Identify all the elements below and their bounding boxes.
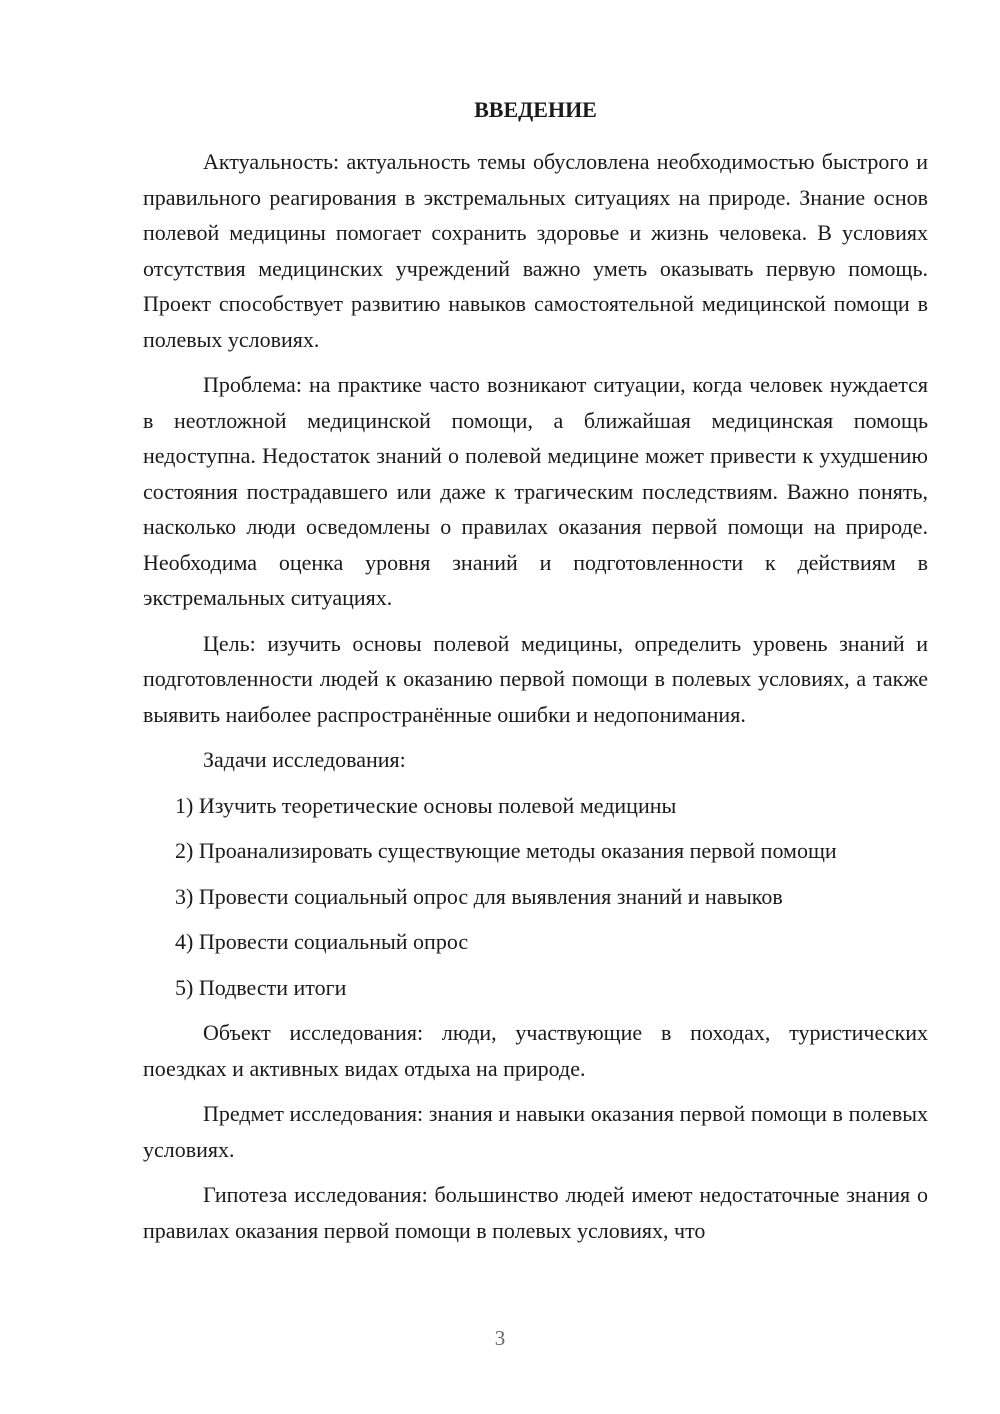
paragraph-object: Объект исследования: люди, участвующие в походах, туристических поездках и активных видах отдыха на природе. <box>143 1020 928 1081</box>
paragraph-hypothesis: Гипотеза исследования: большинство людей имеют недостаточные знания о правилах оказания первой помощи в полевых условиях, что <box>143 1182 928 1243</box>
task-item: 3) Провести социальный опрос для выявления знаний и навыков <box>175 883 783 909</box>
tasks-heading: Задачи исследования: <box>203 747 406 772</box>
page-number: 3 <box>494 1326 506 1350</box>
section-title: ВВЕДЕНИЕ <box>474 97 597 122</box>
task-item: 5) Подвести итоги <box>175 974 347 1000</box>
task-item: 2) Проанализировать существующие методы оказания первой помощи <box>175 838 837 863</box>
page-content <box>143 92 928 1258</box>
task-item: 1) Изучить теоретические основы полевой медицины <box>175 792 677 818</box>
paragraph-relevance: Актуальность: актуальность темы обусловлена необходимостью быстрого и правильного реагирования в экстремальных ситуациях на природе. Знание основ полевой медицины помогает сохранить здоровье и жизнь человека. В условиях отсутствия медицинских учреждений важно уметь оказывать первую помощь. Проект способствует развитию навыков самостоятельной медицинской помощи в полевых условиях. <box>143 149 928 352</box>
paragraph-subject: Предмет исследования: знания и навыки оказания первой помощи в полевых условиях. <box>143 1101 928 1162</box>
task-item: 4) Провести социальный опрос <box>175 929 469 954</box>
paragraph-problem: Проблема: на практике часто возникают ситуации, когда человек нуждается в неотложной медицинской помощи, а ближайшая медицинская помощь недоступна. Недостаток знаний о полевой медицине может привести к ухудшению состояния пострадавшего или даже к трагическим последствиям. Важно понять, насколько люди осведомлены о правилах оказания первой помощи на природе. Необходима оценка уровня знаний и подготовленности к действиям в экстремальных ситуациях. <box>143 372 928 610</box>
task-list <box>143 788 928 1006</box>
paragraph-goal: Цель: изучить основы полевой медицины, определить уровень знаний и подготовленности людей к оказанию первой помощи в полевых условиях, а также выявить наиболее распространённые ошибки и недопонимания. <box>143 630 928 727</box>
